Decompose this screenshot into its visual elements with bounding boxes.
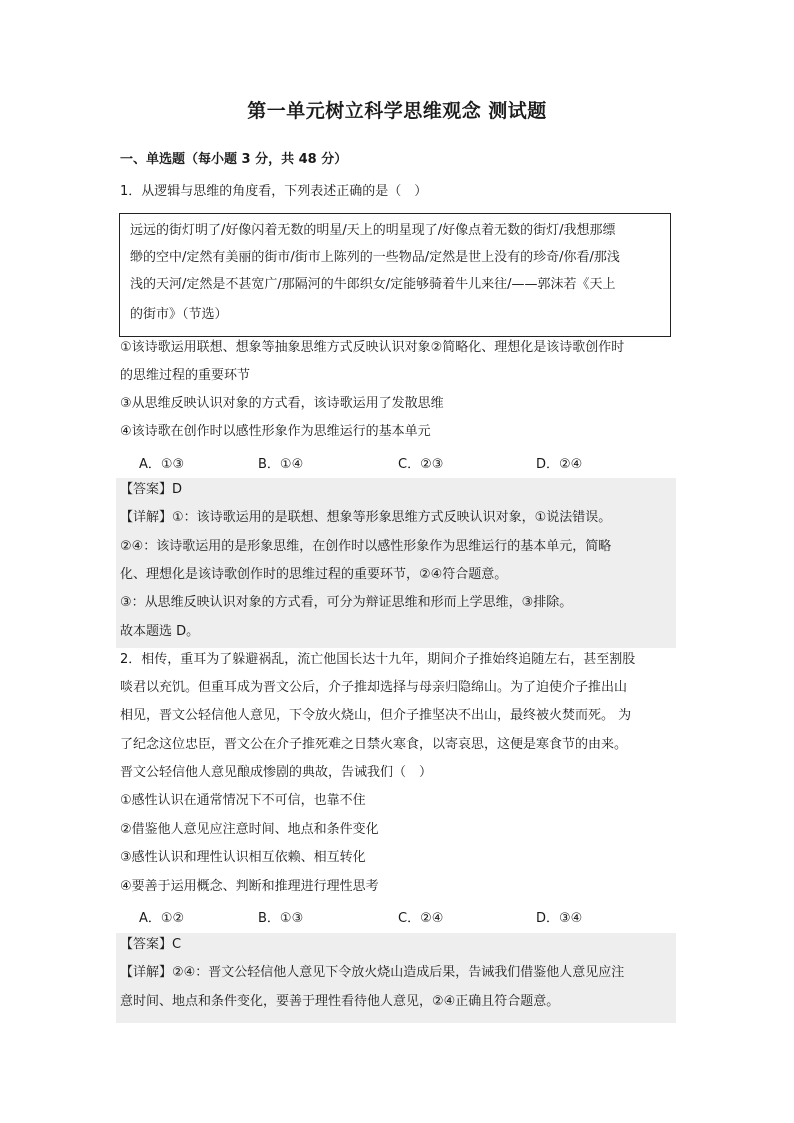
question-2-stem: 2．相传，重耳为了躲避祸乱，流亡他国长达十九年，期间介子推始终追随左右，甚至割股	[120, 652, 636, 667]
answer-block	[116, 478, 676, 648]
explanation-line: ③：从思维反映认识对象的方式看，可分为辩证思维和形而上学思维，③排除。	[120, 595, 573, 610]
explanation-line: 故本题选 D。	[120, 624, 200, 639]
statement-line: ④该诗歌在创作时以感性形象作为思维运行的基本单元	[120, 424, 431, 439]
option-b: B．①③	[258, 911, 304, 926]
explanation-line: 化、理想化是该诗歌创作时的思维过程的重要环节，②④符合题意。	[120, 567, 508, 582]
question-2-stem: 了纪念这位忠臣，晋文公在介子推死难之日禁火寒食，以寄哀思，这便是寒食节的由来。	[120, 737, 628, 752]
poem-line: 的街市》（节选）	[130, 307, 228, 322]
document-title: 第一单元树立科学思维观念 测试题	[247, 100, 547, 122]
option-c: C．②③	[398, 457, 444, 472]
option-a: A．①③	[139, 457, 185, 472]
poem-line: 缈的空中/定然有美丽的街市/街市上陈列的一些物品/定然是世上没有的珍奇/你看/那浅	[130, 250, 620, 265]
statement-line: ①感性认识在通常情况下不可信，也靠不住	[120, 793, 366, 808]
option-d: D．③④	[536, 911, 583, 926]
statement-line: ③从思维反映认识对象的方式看，该诗歌运用了发散思维	[120, 396, 444, 411]
poem-line: 远远的街灯明了/好像闪着无数的明星/天上的明星现了/好像点着无数的街灯/我想那缥	[130, 223, 616, 238]
poem-quote-box	[119, 213, 671, 337]
question-2-stem: 晋文公轻信他人意见酿成惨剧的典故，告诫我们（ ）	[120, 765, 433, 780]
statement-line: 的思维过程的重要环节	[120, 368, 251, 383]
statement-line: ②借鉴他人意见应注意时间、地点和条件变化	[120, 822, 379, 837]
question-2-stem: 相见，晋文公轻信他人意见，下令放火烧山，但介子推坚决不出山，最终被火焚而死。 为	[120, 708, 632, 723]
explanation-line: 【详解】①：该诗歌运用的是联想、想象等形象思维方式反映认识对象，①说法错误。	[120, 510, 612, 525]
statement-line: ①该诗歌运用联想、想象等抽象思维方式反映认识对象②简略化、理想化是该诗歌创作时	[120, 340, 625, 355]
statement-line: ③感性认识和理性认识相互依赖、相互转化	[120, 850, 366, 865]
option-b: B．①④	[258, 457, 304, 472]
explanation-line: ②④：该诗歌运用的是形象思维，在创作时以感性形象作为思维运行的基本单元，简略	[120, 539, 612, 554]
statement-line: ④要善于运用概念、判断和推理进行理性思考	[120, 879, 379, 894]
answer-label: 【答案】C	[120, 937, 182, 952]
explanation-line: 【详解】②④：晋文公轻信他人意见下令放火烧山造成后果，告诫我们借鉴他人意见应注	[120, 965, 625, 980]
section-heading: 一、单选题（每小题 3 分，共 48 分）	[120, 152, 348, 167]
question-2-stem: 啖君以充饥。但重耳成为晋文公后，介子推却选择与母亲归隐绵山。为了迫使介子推出山	[120, 680, 628, 695]
option-d: D．②④	[536, 457, 583, 472]
option-a: A．①②	[139, 911, 185, 926]
answer-label: 【答案】D	[120, 482, 183, 497]
option-c: C．②④	[398, 911, 444, 926]
question-1-stem: 1．从逻辑与思维的角度看，下列表述正确的是（ ）	[120, 184, 428, 199]
poem-line: 浅的天河/定然是不甚宽广/那隔河的牛郎织女/定能够骑着牛儿来往/——郭沫若《天上	[130, 277, 616, 292]
explanation-line: 意时间、地点和条件变化，要善于理性看待他人意见，②④正确且符合题意。	[120, 994, 560, 1009]
